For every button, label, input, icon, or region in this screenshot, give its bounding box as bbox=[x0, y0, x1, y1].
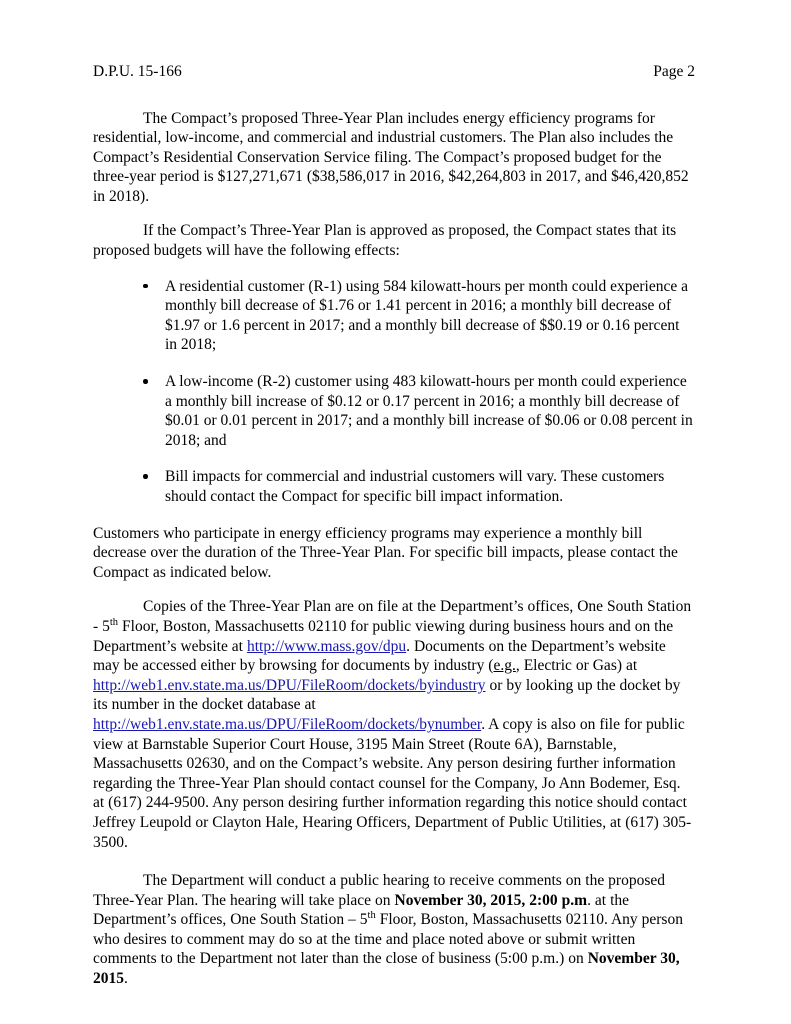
docket-number: D.P.U. 15-166 bbox=[93, 63, 182, 80]
filing-text-run-1: Copies of the Three-Year Plan are on file at the Department’s offices, One South Station - 5 bbox=[93, 598, 692, 635]
bullet-icon bbox=[143, 284, 148, 289]
list-item bbox=[93, 277, 695, 355]
comment-deadline-date: November 30, 2015 bbox=[93, 950, 680, 988]
hearing-text-run-4: . bbox=[124, 970, 128, 988]
list-item-text: A residential customer (R-1) using 584 kilowatt-hours per month could experience a monthly bill decrease of $1.76 or 1.41 percent in 2016; a monthly bill decrease of $1.97 or 1.6 percent in 2017; and a monthly bill decrease of $$0.19 or 0.16 percent in 2018; bbox=[165, 277, 688, 354]
list-item bbox=[93, 467, 695, 506]
filing-text-run-3: . Documents on the Department’s website may be accessed either by browsing for documents by industry ( bbox=[93, 637, 666, 675]
ordinal-suffix: th bbox=[367, 910, 376, 922]
page-content bbox=[93, 62, 695, 1004]
filing-text-run-6: . A copy is also on file for public view at Barnstable Superior Court House, 3195 Main Street (Route 6A), Barnstable, Massachusetts 02630, and on the Compact’s website. Any person desiring further information regarding the Three-Year Plan should contact counsel for the Company, Jo Ann Bodemer, Esq. at (617) 244-9500. Any person desiring further information regarding this notice should contact Jeffrey Leupold or Clayton Hale, Hearing Officers, Department of Public Utilities, at (617) 305-3500. bbox=[93, 715, 692, 851]
filing-text-run-2: Floor, Boston, Massachusetts 02110 for public viewing during business hours and on the Department’s website at bbox=[93, 617, 674, 655]
paragraph-customer-participation: Customers who participate in energy efficiency programs may experience a monthly bill decrease over the duration of the Three-Year Plan. For specific bill impacts, please contact the Compact as indicated below. bbox=[93, 524, 678, 581]
bullet-icon bbox=[143, 474, 148, 479]
paragraph-filing-locations bbox=[93, 597, 695, 852]
list-item-text: A low-income (R-2) customer using 483 kilowatt-hours per month could experience a monthly bill increase of $0.12 or 0.17 percent in 2016; a monthly bill decrease of $0.01 or 0.01 percent in 2017; and a monthly bill increase of $0.06 or 0.08 percent in 2018; and bbox=[165, 373, 693, 449]
link-dockets-bynumber[interactable]: http://web1.env.state.ma.us/DPU/FileRoom/dockets/bynumber bbox=[93, 715, 482, 733]
link-dockets-byindustry[interactable]: http://web1.env.state.ma.us/DPU/FileRoom/dockets/byindustry bbox=[93, 676, 486, 694]
page-header bbox=[93, 62, 695, 82]
paragraph-plan-overview: The Compact’s proposed Three-Year Plan includes energy efficiency programs for residential, low-income, and commercial and industrial customers. The Plan also includes the Compact’s Residential Conservation Service filing. The Compact’s proposed budget for the three-year period is $127,271,671 ($38,586,017 in 2016, $42,264,803 in 2017, and $46,420,852 in 2018). bbox=[93, 109, 689, 205]
paragraph-public-hearing bbox=[93, 871, 695, 989]
bullet-icon bbox=[143, 379, 148, 384]
hearing-text-run-1: The Department will conduct a public hearing to receive comments on the proposed Three-Year Plan. The hearing will take place on bbox=[93, 872, 666, 909]
list-item bbox=[93, 372, 695, 450]
hearing-datetime: November 30, 2015, 2:00 p.m bbox=[394, 891, 588, 909]
filing-text-run-4: , Electric or Gas) at bbox=[515, 657, 638, 675]
page-number: Page 2 bbox=[653, 63, 695, 80]
hearing-text-run-3: Floor, Boston, Massachusetts 02110. Any person who desires to comment may do so at the time and place noted above or submit written comments to the Department not later than the close of business (5:00 p.m.) on bbox=[93, 911, 683, 968]
link-mass-gov-dpu[interactable]: http://www.mass.gov/dpu bbox=[246, 637, 407, 655]
hearing-text-run-2: . at the Department’s offices, One South Station – 5 bbox=[93, 891, 630, 929]
abbreviation-eg: e.g. bbox=[493, 657, 516, 675]
ordinal-suffix: th bbox=[109, 616, 119, 628]
filing-text-run-5: or by looking up the docket by its number in the docket database at bbox=[93, 676, 681, 714]
list-item-text: Bill impacts for commercial and industrial customers will vary. These customers should contact the Compact for specific bill impact information. bbox=[165, 468, 665, 505]
paragraph-proposed-effects-intro: If the Compact’s Three-Year Plan is approved as proposed, the Compact states that its proposed budgets will have the following effects: bbox=[93, 222, 677, 260]
bill-impact-bullet-list bbox=[93, 277, 695, 507]
